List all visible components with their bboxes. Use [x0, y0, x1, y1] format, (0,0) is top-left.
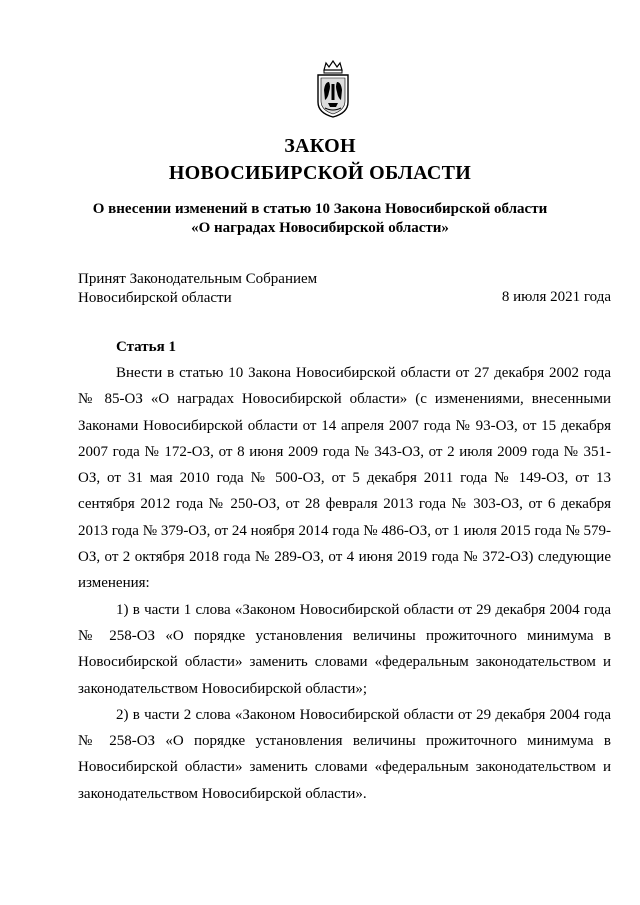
adopted-by-line2: Новосибирской области: [78, 290, 232, 306]
article-paragraph: 2) в части 2 слова «Законом Новосибирской области от 29 декабря 2004 года № 258-ОЗ «О порядке установления величины прожиточного минимума в Новосибирской области» заменить словами «федеральным законодательством и законодательством Новосибирской области».: [78, 706, 611, 802]
article-paragraph: 1) в части 1 слова «Законом Новосибирской области от 29 декабря 2004 года № 258-ОЗ «О порядке установления величины прожиточного минимума в Новосибирской области» заменить словами «федеральным законодательством и законодательством Новосибирской области»;: [78, 601, 611, 697]
article-heading: Статья 1: [116, 339, 176, 355]
coat-of-arms-icon: [315, 60, 351, 118]
adopted-by-line1: Принят Законодательным Собранием: [78, 271, 318, 287]
law-subject-line2: «О наградах Новосибирской области»: [191, 220, 449, 236]
adoption-date: 8 июля 2021 года: [501, 289, 611, 305]
law-region: НОВОСИБИРСКОЙ ОБЛАСТИ: [168, 162, 472, 184]
article-paragraph: Внести в статью 10 Закона Новосибирской области от 27 декабря 2002 года № 85-ОЗ «О наградах Новосибирской области» (с изменениями, внесенными Законами Новосибирской области от 14 апреля 2007 года № 93-ОЗ, от 15 декабря 2007 года № 172-ОЗ, от 8 июня 2009 года № 343-ОЗ, от 2 июля 2009 года № 351-ОЗ, от 31 мая 2010 года № 500-ОЗ, от 5 декабря 2011 года № 149-ОЗ, от 13 сентября 2012 года № 250-ОЗ, от 28 февраля 2013 года № 303-ОЗ, от 6 декабря 2013 года № 379-ОЗ, от 24 ноября 2014 года № 486-ОЗ, от 1 июля 2015 года № 579-ОЗ, от 2 октября 2018 года № 289-ОЗ, от 4 июня 2019 года № 372-ОЗ) следующие изменения:: [78, 365, 611, 592]
law-title: ЗАКОН: [284, 135, 356, 157]
law-subject-line1: О внесении изменений в статью 10 Закона Новосибирской области: [92, 201, 548, 217]
article-body: [78, 360, 611, 807]
